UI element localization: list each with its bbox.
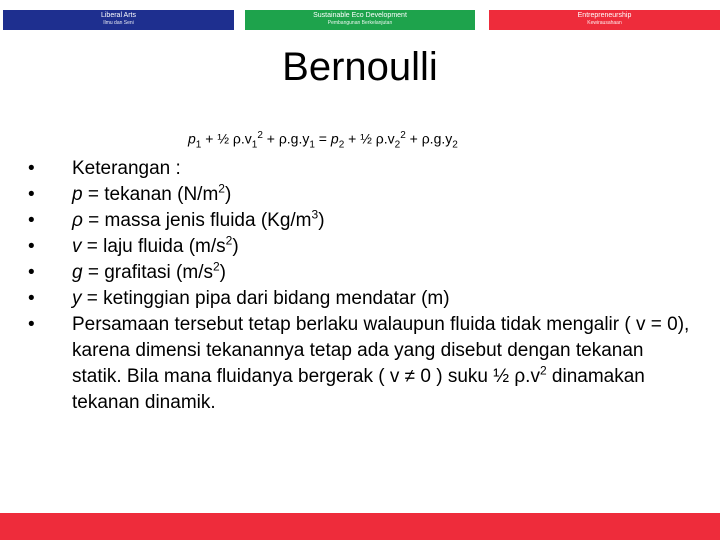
bullet-text: Persamaan tersebut tetap berlaku walaupun fluida tidak mengalir ( v = 0), karena dimensi tekanannya tetap ada yang disebut dengan tekanan statik. Bila mana fluidanya bergerak ( v ≠ 0 ) suku ½ ρ.v — [72, 314, 690, 387]
bullet-text: = massa jenis fluida (Kg/m — [82, 210, 312, 231]
formula-p2: p — [330, 130, 339, 147]
formula-sub: 2 — [452, 139, 458, 151]
bullet-dot: • — [28, 184, 35, 205]
header-band-entrepreneurship — [489, 10, 720, 30]
bullet-sup: 2 — [225, 233, 233, 248]
bullet-dot: • — [28, 288, 35, 309]
bullet-item-tekanan — [0, 182, 720, 208]
bullet-text: = grafitasi (m/s — [82, 262, 213, 283]
formula-p1: p — [188, 130, 196, 147]
bullet-dot: • — [28, 262, 35, 283]
bullet-list — [0, 156, 720, 416]
bullet-symbol: p — [72, 184, 83, 205]
bullet-item-ketinggian — [0, 286, 720, 312]
bullet-item-massa-jenis — [0, 208, 720, 234]
bullet-symbol: y — [72, 288, 82, 309]
bullet-text: = tekanan (N/m — [82, 184, 219, 205]
formula-sup: 2 — [400, 130, 406, 141]
bullet-dot: • — [28, 314, 35, 335]
footer-bar — [0, 513, 720, 540]
bullet-dot: • — [28, 158, 35, 179]
bullet-symbol: ρ — [72, 210, 83, 231]
bullet-sup: 2 — [539, 363, 547, 378]
formula-half: ½ ρ.v — [360, 130, 395, 147]
formula-gravity-term: + ρ.g.y — [405, 130, 453, 147]
band-subtitle: Pembangunan Berkelanjutan — [327, 20, 393, 26]
bullet-sup: 3 — [311, 207, 319, 222]
bullet-text: Keterangan : — [72, 158, 181, 179]
formula-equals: = — [314, 130, 331, 147]
band-title: Entrepreneurship — [577, 12, 632, 19]
bullet-item-persamaan — [0, 312, 720, 416]
formula-sub: 1 — [195, 139, 202, 151]
bullet-dot: • — [28, 236, 35, 257]
bullet-symbol: v — [72, 236, 82, 257]
formula-sup: 2 — [257, 130, 263, 141]
bullet-text-after: ) — [224, 184, 232, 205]
bullet-item-grafitasi — [0, 260, 720, 286]
bullet-text-after: ) — [318, 210, 325, 231]
bernoulli-formula — [188, 130, 458, 150]
header-band-liberal-arts — [3, 10, 234, 30]
formula-plus: + — [201, 130, 218, 147]
bullet-text: = laju fluida (m/s — [81, 236, 226, 257]
bullet-item-keterangan — [0, 156, 720, 182]
slide-title: Bernoulli — [282, 45, 438, 89]
formula-sub: 1 — [309, 139, 315, 151]
band-title: Liberal Arts — [100, 12, 137, 19]
band-title: Sustainable Eco Development — [313, 12, 407, 19]
formula-sub: 2 — [394, 139, 401, 151]
formula-plus: + — [344, 130, 361, 147]
formula-sub: 2 — [338, 139, 345, 151]
bullet-sup: 2 — [212, 259, 220, 274]
bullet-text: = ketinggian pipa dari bidang mendatar (m) — [81, 288, 450, 309]
band-subtitle: Kewirausahaan — [587, 20, 622, 26]
bullet-sup: 2 — [218, 181, 225, 196]
bullet-dot: • — [28, 210, 35, 231]
bullet-symbol: g — [72, 262, 83, 283]
band-subtitle: Ilmu dan Seni — [103, 20, 134, 26]
bullet-text-after: dinamakan tekanan dinamik. — [72, 366, 645, 413]
bullet-item-laju — [0, 234, 720, 260]
bullet-text-after: ) — [219, 262, 226, 283]
bullet-text-after: ) — [232, 236, 239, 257]
formula-gravity-term: + ρ.g.y — [262, 130, 310, 147]
formula-half: ½ ρ.v — [217, 130, 252, 147]
formula-sub: 1 — [251, 139, 258, 151]
header-band-sustainable-eco-development — [245, 10, 475, 30]
